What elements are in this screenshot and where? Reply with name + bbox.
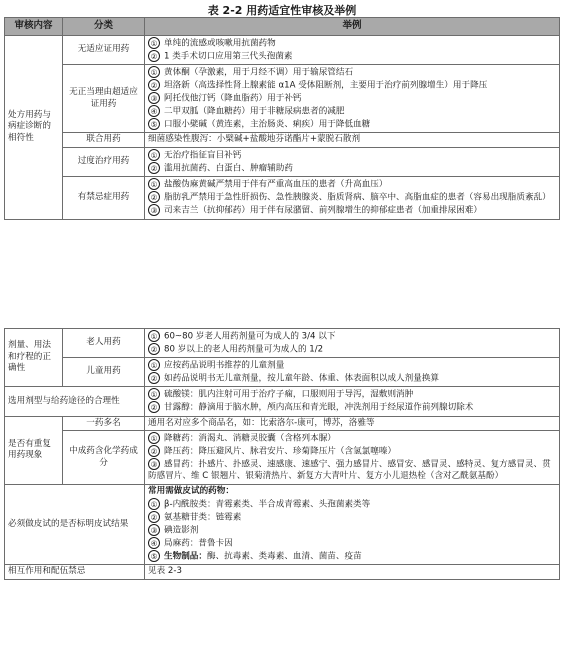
item-number-marker: ④ — [148, 105, 160, 117]
item-number-marker: ② — [148, 511, 160, 523]
table-row — [5, 416, 560, 431]
category-cell: 有禁忌症用药 — [63, 177, 145, 219]
category-cell: 必须做皮试的是否标明皮试结果 — [5, 485, 145, 565]
item-number-marker: ② — [148, 343, 160, 355]
item-number-marker: ① — [148, 388, 160, 400]
review-table-part2 — [4, 328, 560, 580]
table-row — [5, 485, 560, 565]
group-duplicate-medication: 是否有重复用药现象 — [5, 416, 63, 484]
example-cell: 通用名对应多个商品名，如：比索洛尔-康可，博苏，洛雅等 — [145, 416, 560, 431]
item-number-marker: ① — [148, 432, 160, 444]
example-cell: 细菌感染性腹泻：小檗碱+盐酸地芬诺酯片+蒙脱石散剂 — [145, 133, 560, 148]
item-number-marker: ① — [148, 330, 160, 342]
example-cell: ① 硫酸镁：肌内注射可用于治疗子痫，口服则用于导泻，湿敷则消肿 ② 甘露醇：静滴用于脑水肿，颅内高压和青光眼，冲洗剂用于经尿道作前列腺切除术 — [145, 387, 560, 416]
table-row — [5, 387, 560, 416]
category-cell: 儿童用药 — [63, 358, 145, 387]
table-row — [5, 177, 560, 219]
header-category: 分类 — [63, 18, 145, 36]
example-cell: 见表 2-3 — [145, 565, 560, 580]
category-cell: 中成药含化学药成分 — [63, 431, 145, 485]
item-number-marker: ⑤ — [148, 550, 160, 562]
item-number-marker: ③ — [148, 458, 160, 470]
example-cell: ① 降糖药：消渴丸、消糖灵胶囊（含格列本脲） ② 降压药：降压避风片、脉君安片、珍菊降压片（含氢氯噻嗪） ③ 感冒药：扑感片、扑感灵、速感康、速感宁、强力感冒片、感冒安、感冒灵、感特灵、复方感冒灵、贯防感冒片、维 C 银翘片、银菊清热片、新复方大青叶片、复方小儿退热栓（含对乙酰氨基酚） — [145, 431, 560, 485]
table-row — [5, 148, 560, 177]
table-row — [5, 565, 560, 580]
example-cell: ① 无治疗指征盲目补钙 ② 滥用抗菌药、白蛋白、肿瘤辅助药 — [145, 148, 560, 177]
item-number-marker: ③ — [148, 92, 160, 104]
header-review-content: 审核内容 — [5, 18, 63, 36]
category-cell: 无适应证用药 — [63, 35, 145, 64]
table-row — [5, 431, 560, 485]
category-cell: 无正当理由超适应证用药 — [63, 65, 145, 133]
example-cell: ① 单纯的流感或咳嗽用抗菌药物 ② 1 类手术切口应用第三代头孢菌素 — [145, 35, 560, 64]
example-cell: ① 60~80 岁老人用药剂量可为成人的 3/4 以下 ② 80 岁以上的老人用药剂量可为成人的 1/2 — [145, 329, 560, 358]
item-number-marker: ① — [148, 149, 160, 161]
example-cell: 常用需做皮试的药物： ① β-内酰胺类：青霉素类、半合成青霉素、头孢菌素类等 ② 氨基糖苷类：链霉素 ③ 碘造影剂 ④ 局麻药：普鲁卡因 ⑤ 生物制品：酶、抗毒素、类毒素、血清、菌苗、疫苗 — [145, 485, 560, 565]
item-number-marker: ③ — [148, 204, 160, 216]
table-header-row — [5, 18, 560, 36]
table-row — [5, 35, 560, 64]
item-number-marker: ④ — [148, 537, 160, 549]
review-table-part1 — [4, 17, 560, 220]
category-cell: 一药多名 — [63, 416, 145, 431]
category-cell: 过度治疗用药 — [63, 148, 145, 177]
item-number-marker: ① — [148, 178, 160, 190]
item-number-marker: ① — [148, 498, 160, 510]
table-row — [5, 65, 560, 133]
item-number-marker: ② — [148, 50, 160, 62]
header-example: 举例 — [145, 18, 560, 36]
category-cell: 老人用药 — [63, 329, 145, 358]
item-number-marker: ① — [148, 66, 160, 78]
item-number-marker: ② — [148, 162, 160, 174]
example-cell: ① 应按药品说明书推荐的儿童剂量 ② 如药品说明书无儿童剂量，按儿童年龄、体重、体表面积以成人剂量换算 — [145, 358, 560, 387]
group-indication-match: 处方用药与病症诊断的相符性 — [5, 35, 63, 219]
item-number-marker: ③ — [148, 524, 160, 536]
table-row — [5, 329, 560, 358]
table-row — [5, 358, 560, 387]
table-row — [5, 133, 560, 148]
example-cell: ① 盐酸伪麻黄碱严禁用于伴有严重高血压的患者（升高血压） ② 脂肪乳严禁用于急性肝损伤、急性胰腺炎、脂质肾病、脑卒中、高脂血症的患者（容易出现脂质紊乱） ③ 司来吉兰（抗抑郁药）用于伴有尿潴留、前列腺增生的抑郁症患者（加重排尿困难） — [145, 177, 560, 219]
category-cell: 联合用药 — [63, 133, 145, 148]
group-dosage-correctness: 剂量、用法和疗程的正确性 — [5, 329, 63, 387]
item-number-marker: ① — [148, 359, 160, 371]
item-number-marker: ⑤ — [148, 118, 160, 130]
item-number-marker: ② — [148, 445, 160, 457]
item-number-marker: ② — [148, 401, 160, 413]
item-number-marker: ① — [148, 37, 160, 49]
table-title: 表 2-2 用药适宜性审核及举例 — [207, 4, 357, 17]
item-number-marker: ② — [148, 79, 160, 91]
example-cell: ① 黄体酮（孕激素，用于月经不调）用于输尿管结石 ② 坦洛新（高选择性肾上腺素能 α1A 受体阻断剂，主要用于治疗前列腺增生）用于降压 ③ 阿托伐他汀钙（降血脂药）用于补钙 ④ 二甲双胍（降血糖药）用于非糖尿病患者的减肥 ⑤ 口服小檗碱（黄连素，主治肠炎、痢疾）用于降低血糖 — [145, 65, 560, 133]
category-cell: 选用剂型与给药途径的合理性 — [5, 387, 145, 416]
item-number-marker: ② — [148, 191, 160, 203]
category-cell: 相互作用和配伍禁忌 — [5, 565, 145, 580]
item-number-marker: ② — [148, 372, 160, 384]
